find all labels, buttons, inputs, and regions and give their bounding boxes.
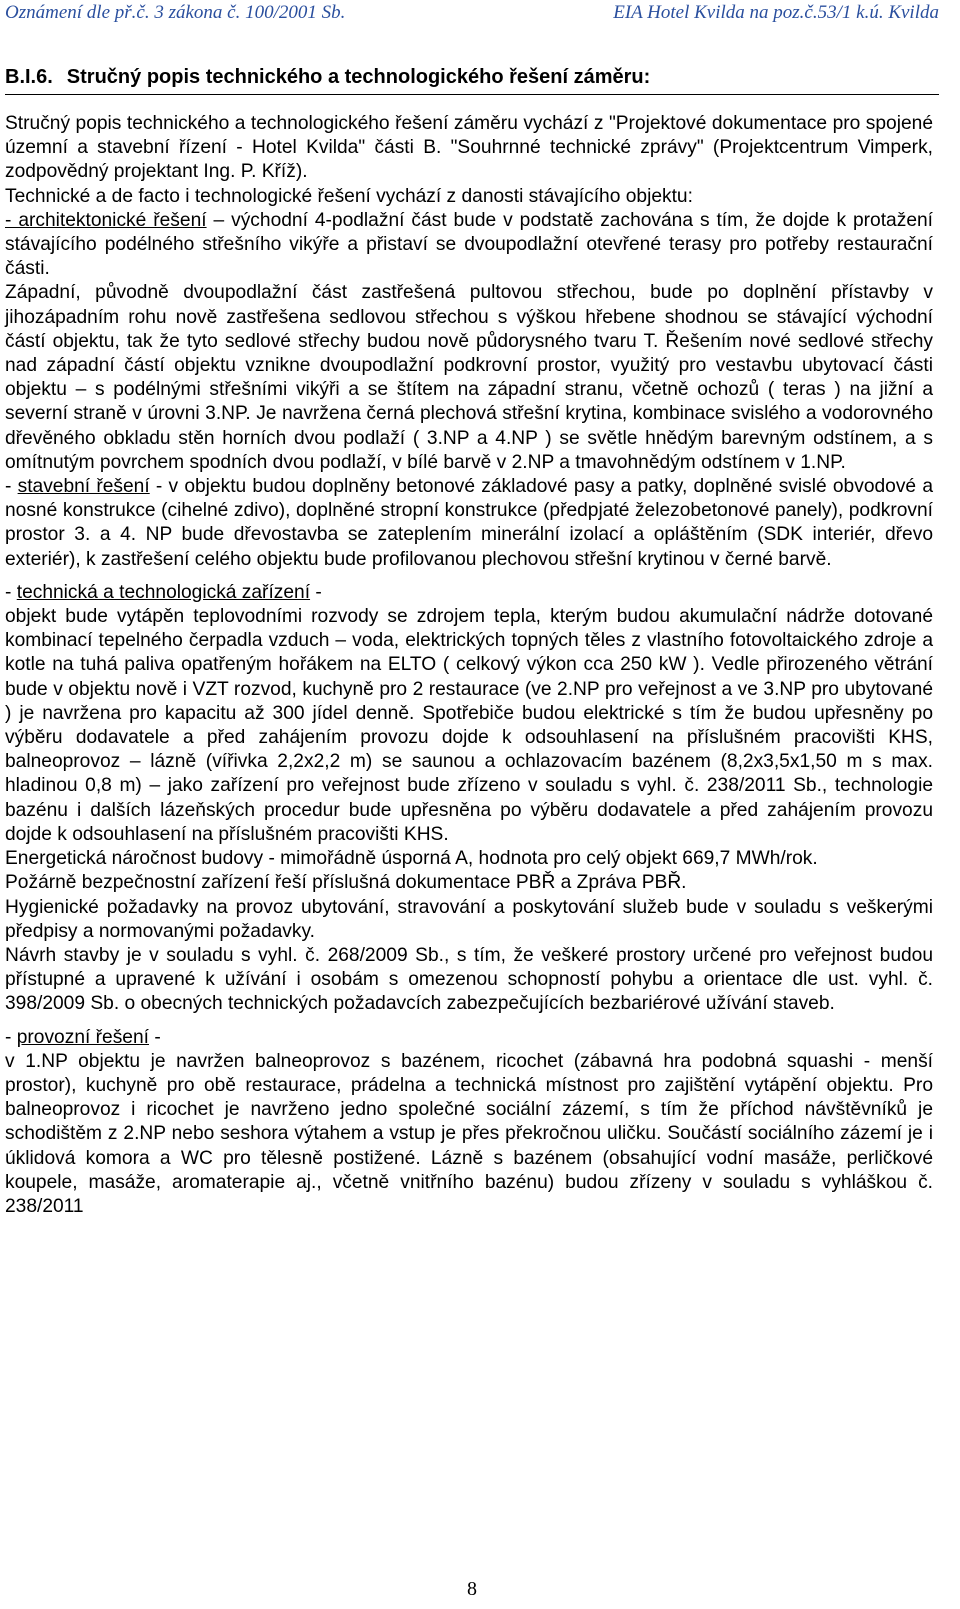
paragraph-accessibility: Návrh stavby je v souladu s vyhl. č. 268/2009 Sb., s tím, že veškeré prostory určené pro veřejnost budou přístupné a upravené k užívání i osobám s omezenou schopností pohybu a orientace dle ust. vyhl. č. 398/2009 Sb. o obecných technických požadavcích zabezpečujících bezbariérové užívání staveb. xyxy=(5,944,933,1015)
paragraph-operational: v 1.NP objektu je navržen balneoprovoz s bazénem, ricochet (zábavná hra podobná squashi - menší prostor), kuchyně pro obě restaurace, prádelna a technická místnost pro zajištění vytápění objektu. Pro balneoprovoz i ricochet je navrženo jedno společné sociální zázemí, s tím že příchod návštěvníků je schodištěm z 2.NP nebo seshora výtahem a vstup je přes překročnou uličku. Součástí sociálního zázemí je i úklidová komora a WC pro tělesně postižené. Lázně s bazénem (obsahující vodní masáže, perličkové koupele, masáže, aromaterapie aj., včetně vnitřního bazénu) budou zřízeny v souladu s vyhláškou č. 238/2011 xyxy=(5,1050,933,1217)
paragraph-technical-equipment: objekt bude vytápěn teplovodními rozvody se zdrojem tepla, kterým budou akumulační nádrže dotované kombinací tepelného čerpadla vzduch – voda, elektrických topných těles z vlastního fotovoltaického zdroje a kotle na tuhá paliva opatřeným hořákem na ELTO ( celkový výkon cca 250 kW ). Vedle přirozeného větrání bude v objektu nově i VZT rozvod, kuchyně pro 2 restaurace (ve 2.NP pro veřejnost a ve 3.NP pro ubytované ) je navržena pro kapacitu až 300 jídel denně. Spotřebiče budou elektrické s tím že budou upřesněny po výběru dodavatele a před zahájením provozu dojde k odsouhlasení na příslušném pracovišti KHS, balneoprovoz – lázně (vířivka 2,2x2,2 m) se saunou a ochlazovacím bazénem (8,2x3,5x1,50 m s max. hladinou 0,8 m) – jako zařízení pro veřejnost bude zřízeno v souladu s vyhl. č. 238/2011 Sb., technologie bazénu i dalších lázeňských procedur bude upřesněna po výběru dodavatele a před zahájením provozu dojde k odsouhlasení na příslušném pracovišti KHS. xyxy=(5,606,933,845)
paragraph-energy: Energetická náročnost budovy - mimořádně úsporná A, hodnota pro celý objekt 669,7 MWh/rok. xyxy=(5,848,818,870)
paragraph-architectural xyxy=(5,209,933,282)
page-number: 8 xyxy=(467,1578,477,1600)
paragraph-fire-safety: Požárně bezpečnostní zařízení řeší příslušná dokumentace PBŘ a Zpráva PBŘ. xyxy=(5,872,687,894)
operational-heading xyxy=(5,1026,933,1050)
technical-label: technická a technologická zařízení xyxy=(16,581,311,603)
header-right-text: EIA Hotel Kvilda na poz.č.53/1 k.ú. Kvilda xyxy=(613,2,939,23)
intro-paragraph: Stručný popis technického a technologického řešení záměru vychází z "Projektové dokumentace pro spojené územní a stavební řízení - Hotel Kvilda" části B. "Souhrnné technické zprávy" (Projektcentrum Vimperk, zodpovědný projektant Ing. P. Kříž). xyxy=(5,113,933,183)
header-left-text: Oznámení dle př.č. 3 zákona č. 100/2001 Sb. xyxy=(5,2,346,23)
operational-prefix: - xyxy=(5,1026,17,1048)
paragraph-hygiene: Hygienické požadavky na provoz ubytování, stravování a poskytování služeb bude v souladu s veškerými předpisy a normovanými požadavky. xyxy=(5,896,933,942)
section-heading xyxy=(5,64,939,95)
technical-equipment-heading xyxy=(5,581,933,605)
body-text xyxy=(5,112,933,1219)
operational-suffix: - xyxy=(149,1026,161,1048)
technical-suffix: - xyxy=(310,581,322,603)
architectural-text: – východní 4-podlažní část bude v podstatě zachována s tím, že dojde k protažení stávajícího podélného střešního vikýře a přistaví se dvoupodlažní otevřené terasy pro potřeby restaurační části. xyxy=(5,209,933,280)
architectural-label: - architektonické řešení xyxy=(5,209,207,231)
section-title: Stručný popis technického a technologického řešení záměru: xyxy=(66,66,651,88)
construction-label: stavební řešení xyxy=(17,476,150,498)
paragraph-western-part: Západní, původně dvoupodlažní část zastřešená pultovou střechou, bude po doplnění přístavby v jihozápadním rohu nově zastřešena sedlovou střechou s výškou hřebene shodnou se stávající východní částí objektu, tak že tyto sedlové střechy budou nově půdorysného tvaru T. Řešením nové sedlové střechy nad západní částí objektu vznikne dvoupodlažní podkrovní prostor, využitý pro vestavbu ubytovací části objektu – s podélnými střešními vikýři a se štítem na západní stranu, včetně ochozů ( teras ) na jižní a severní straně v úrovni 3.NP. Je navržena černá plechová střešní krytina, kombinace svislého a vodorovného dřevěného obkladu stěn horních dvou podlaží ( 3.NP a 4.NP ) se světle hnědým barevným odstínem, a s omítnutým povrchem spodních dvou podlaží, v bílé barvě v 2.NP a tmavohnědým odstínem v 1.NP. xyxy=(5,282,933,473)
construction-text: - v objektu budou doplněny betonové základové pasy a patky, doplněné svislé obvodové a nosné konstrukce (cihelné zdivo), doplněné stropní konstrukce (předpjaté železobetonové panely), podkrovní prostor 3. a 4. NP bude dřevostavba se zateplením minerální izolací a opláštěním (SDK interiér, dřevo exteriér), k zastřešení celého objektu bude profilovanou plechovou střešní krytinou v černé barvě. xyxy=(5,476,933,570)
technical-prefix: - xyxy=(5,581,17,603)
paragraph-construction xyxy=(5,475,933,572)
operational-label: provozní řešení xyxy=(16,1026,149,1048)
construction-prefix: - xyxy=(5,476,18,498)
paragraph-technical-basis: Technické a de facto i technologické řešení vychází z danosti stávajícího objektu: xyxy=(5,185,693,207)
running-header xyxy=(5,2,939,24)
section-number: B.I.6. xyxy=(5,66,53,88)
